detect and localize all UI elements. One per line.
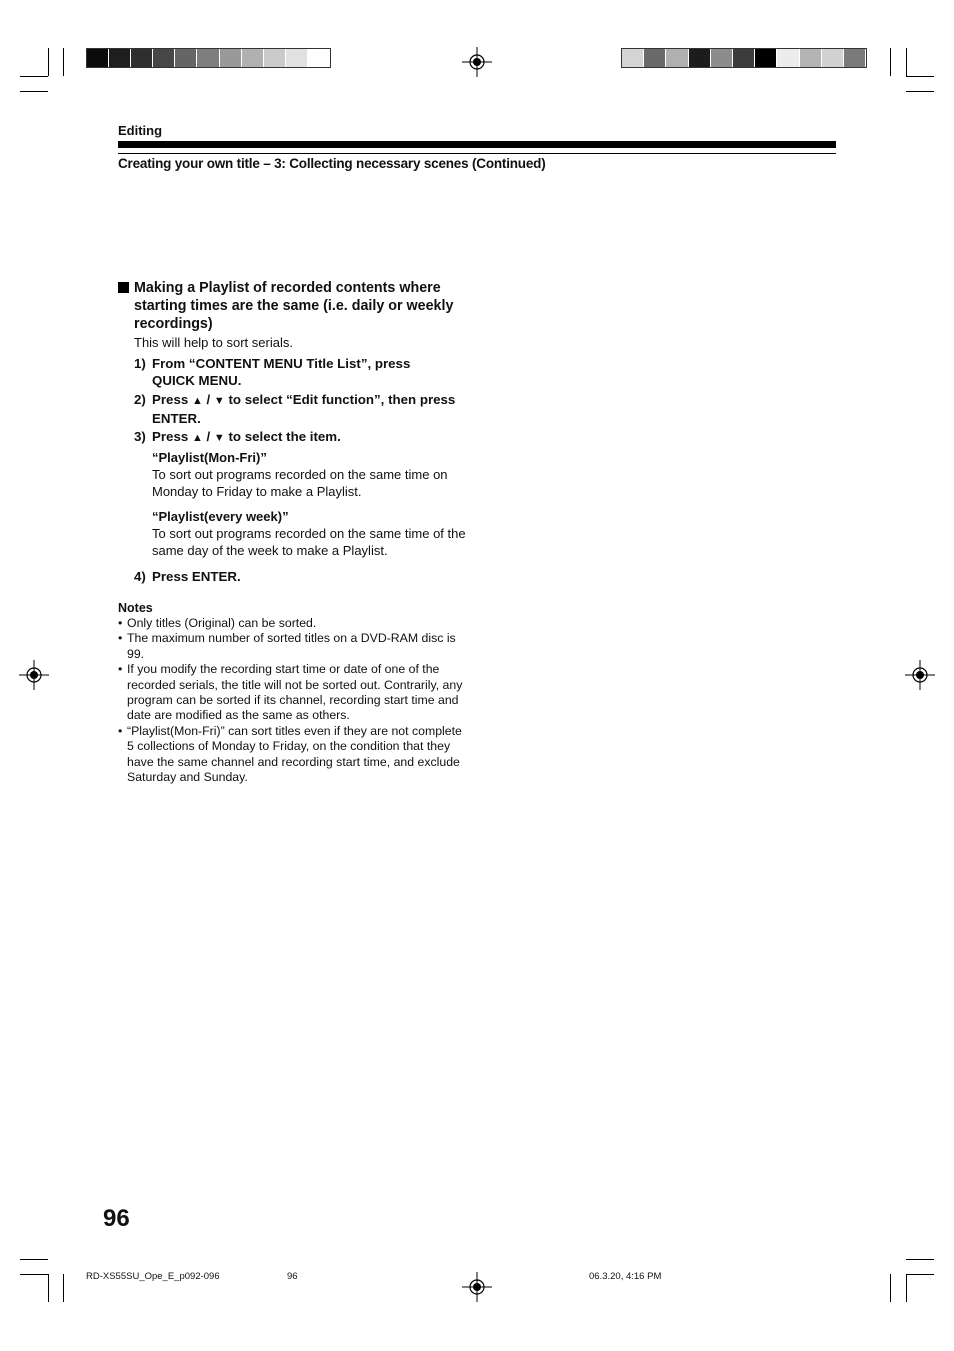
step-number: 3) bbox=[134, 429, 146, 444]
color-swatch bbox=[242, 49, 264, 67]
step-text: to select “Edit function”, then press bbox=[224, 392, 456, 407]
footer-filename: RD-XS55SU_Ope_E_p092-096 bbox=[86, 1271, 220, 1282]
color-swatch bbox=[666, 49, 688, 67]
color-swatch bbox=[220, 49, 242, 67]
color-calibration-bar-left bbox=[86, 48, 331, 68]
crop-mark bbox=[48, 1274, 49, 1302]
crop-mark bbox=[20, 1259, 48, 1260]
notes-list bbox=[118, 616, 463, 785]
footer-timestamp: 06.3.20, 4:16 PM bbox=[589, 1271, 662, 1282]
notes-title: Notes bbox=[118, 601, 153, 615]
step-number: 2) bbox=[134, 392, 146, 407]
crop-mark bbox=[906, 48, 907, 76]
color-swatch bbox=[197, 49, 219, 67]
registration-mark-icon bbox=[462, 1272, 492, 1302]
step-text: From “CONTENT MENU Title List”, press bbox=[152, 356, 411, 371]
registration-mark-icon bbox=[905, 660, 935, 690]
color-swatch bbox=[622, 49, 644, 67]
header-thin-rule bbox=[118, 153, 836, 154]
item-description: To sort out programs recorded on the same time on Monday to Friday to make a Playlist. bbox=[152, 467, 448, 499]
crop-mark bbox=[63, 1274, 64, 1302]
step-text: ENTER. bbox=[152, 411, 201, 426]
page-number: 96 bbox=[103, 1205, 130, 1232]
note-item: • “Playlist(Mon-Fri)” can sort titles even if they are not complete 5 collections of Monday to Friday, on the condition that they have the same channel and recording start time, and exclude Saturday and Sunday. bbox=[118, 724, 463, 786]
color-swatch bbox=[844, 49, 866, 67]
color-swatch bbox=[308, 49, 330, 67]
down-arrow-icon: ▼ bbox=[213, 432, 225, 444]
crop-mark bbox=[906, 1274, 934, 1275]
crop-mark bbox=[906, 1259, 934, 1260]
item-title: “Playlist(every week)” bbox=[152, 509, 289, 524]
color-swatch bbox=[175, 49, 197, 67]
color-swatch bbox=[87, 49, 109, 67]
crop-mark bbox=[906, 76, 934, 77]
registration-mark-icon bbox=[19, 660, 49, 690]
up-arrow-icon: ▲ bbox=[191, 395, 203, 407]
item-description: To sort out programs recorded on the same time of the same day of the week to make a Playlist. bbox=[152, 526, 466, 558]
step-number: 1) bbox=[134, 356, 146, 371]
crop-mark bbox=[890, 1274, 891, 1302]
color-swatch bbox=[800, 49, 822, 67]
crop-mark bbox=[906, 1274, 907, 1302]
registration-mark-icon bbox=[462, 47, 492, 77]
color-swatch bbox=[711, 49, 733, 67]
intro-text: This will help to sort serials. bbox=[134, 335, 293, 350]
step-text: to select the item. bbox=[224, 429, 341, 444]
crop-mark bbox=[20, 76, 48, 77]
heading-square-icon bbox=[118, 282, 129, 293]
header-rule bbox=[118, 141, 836, 148]
footer-page: 96 bbox=[287, 1271, 298, 1282]
crop-mark bbox=[890, 48, 891, 76]
color-swatch bbox=[689, 49, 711, 67]
section-heading: Making a Playlist of recorded contents where starting times are the same (i.e. daily or weekly recordings) bbox=[134, 280, 454, 332]
step-text: Press bbox=[152, 429, 192, 444]
color-swatch bbox=[755, 49, 777, 67]
section-label: Editing bbox=[118, 123, 163, 138]
page-subheading: Creating your own title – 3: Collecting necessary scenes (Continued) bbox=[118, 156, 546, 171]
color-swatch bbox=[644, 49, 666, 67]
up-arrow-icon: ▲ bbox=[191, 432, 203, 444]
color-swatch bbox=[777, 49, 799, 67]
crop-mark bbox=[63, 48, 64, 76]
note-item: • If you modify the recording start time or date of one of the recorded serials, the title will not be sorted out. Contrarily, any program can be sorted if its channel, recording start time and date are modified as the same as others. bbox=[118, 662, 463, 724]
step-text: Press ENTER. bbox=[152, 569, 241, 584]
color-calibration-bar-right bbox=[621, 48, 867, 68]
step-text: QUICK MENU. bbox=[152, 373, 242, 388]
color-swatch bbox=[264, 49, 286, 67]
step-number: 4) bbox=[134, 569, 146, 584]
note-item: • Only titles (Original) can be sorted. bbox=[118, 616, 463, 631]
crop-mark bbox=[20, 91, 48, 92]
color-swatch bbox=[822, 49, 844, 67]
crop-mark bbox=[48, 48, 49, 76]
color-swatch bbox=[733, 49, 755, 67]
note-item: • The maximum number of sorted titles on a DVD-RAM disc is 99. bbox=[118, 631, 463, 662]
crop-mark bbox=[906, 91, 934, 92]
color-swatch bbox=[131, 49, 153, 67]
item-title: “Playlist(Mon-Fri)” bbox=[152, 450, 267, 465]
color-swatch bbox=[109, 49, 131, 67]
crop-mark bbox=[20, 1274, 48, 1275]
color-swatch bbox=[286, 49, 308, 67]
down-arrow-icon: ▼ bbox=[213, 395, 225, 407]
color-swatch bbox=[153, 49, 175, 67]
step-text: Press bbox=[152, 392, 192, 407]
